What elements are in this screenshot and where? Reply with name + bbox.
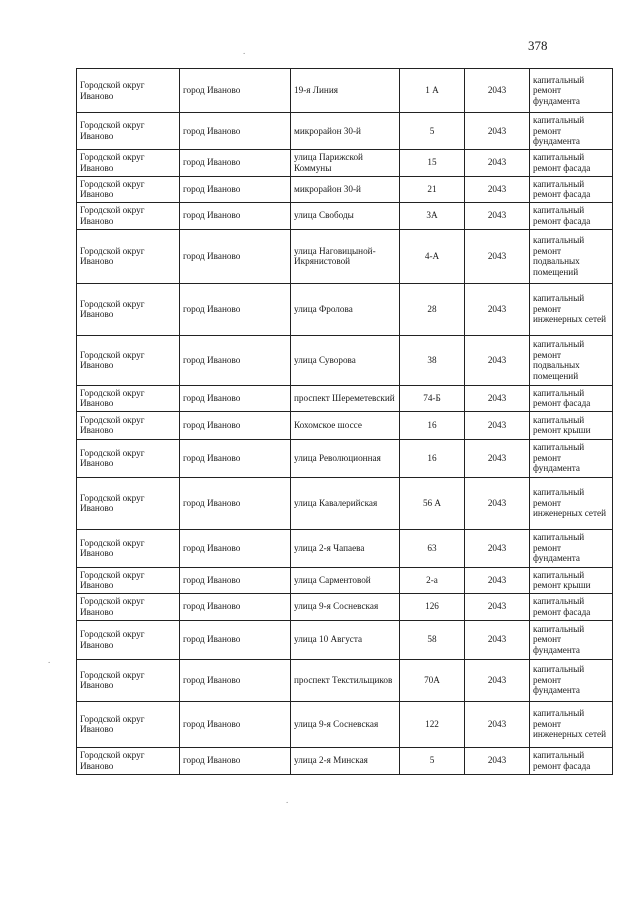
year-cell: 2043	[465, 529, 530, 567]
scan-speck: .	[286, 795, 289, 805]
work-type-cell: капитальный ремонт фасада	[530, 202, 613, 229]
municipality-cell: Городской округ Иваново	[77, 176, 180, 202]
street-cell: проспект Текстильщиков	[291, 659, 400, 701]
table-row	[77, 149, 613, 176]
work-type-cell: капитальный ремонт инженерных сетей	[530, 283, 613, 335]
house-cell: 3А	[400, 202, 465, 229]
street-cell: улица 2-я Чапаева	[291, 529, 400, 567]
settlement-cell: город Иваново	[180, 529, 291, 567]
street-cell: микрорайон 30-й	[291, 176, 400, 202]
municipality-cell: Городской округ Иваново	[77, 335, 180, 385]
table-body	[77, 69, 613, 775]
work-type-cell: капитальный ремонт фасада	[530, 149, 613, 176]
settlement-cell: город Иваново	[180, 411, 291, 439]
municipality-cell: Городской округ Иваново	[77, 113, 180, 150]
table-row	[77, 385, 613, 411]
municipality-cell: Городской округ Иваново	[77, 620, 180, 659]
year-cell: 2043	[465, 567, 530, 593]
table-row	[77, 69, 613, 113]
table-row	[77, 202, 613, 229]
year-cell: 2043	[465, 439, 530, 477]
settlement-cell: город Иваново	[180, 477, 291, 529]
table-row	[77, 411, 613, 439]
house-cell: 70А	[400, 659, 465, 701]
settlement-cell: город Иваново	[180, 335, 291, 385]
year-cell: 2043	[465, 69, 530, 113]
work-type-cell: капитальный ремонт фасада	[530, 176, 613, 202]
work-type-cell: капитальный ремонт фасада	[530, 385, 613, 411]
work-type-cell: капитальный ремонт фундамента	[530, 439, 613, 477]
work-type-cell: капитальный ремонт фундамента	[530, 113, 613, 150]
work-type-cell: капитальный ремонт фасада	[530, 747, 613, 774]
house-cell: 58	[400, 620, 465, 659]
table-row	[77, 439, 613, 477]
street-cell: улица Свободы	[291, 202, 400, 229]
settlement-cell: город Иваново	[180, 202, 291, 229]
street-cell: улица Суворова	[291, 335, 400, 385]
street-cell: проспект Шереметевский	[291, 385, 400, 411]
municipality-cell: Городской округ Иваново	[77, 659, 180, 701]
work-type-cell: капитальный ремонт крыши	[530, 567, 613, 593]
street-cell: улица 9-я Сосневская	[291, 701, 400, 747]
settlement-cell: город Иваново	[180, 283, 291, 335]
table-row	[77, 593, 613, 620]
municipality-cell: Городской округ Иваново	[77, 149, 180, 176]
year-cell: 2043	[465, 202, 530, 229]
street-cell: Кохомское шоссе	[291, 411, 400, 439]
municipality-cell: Городской округ Иваново	[77, 529, 180, 567]
house-cell: 126	[400, 593, 465, 620]
year-cell: 2043	[465, 335, 530, 385]
capital-repair-table	[76, 68, 613, 775]
work-type-cell: капитальный ремонт крыши	[530, 411, 613, 439]
municipality-cell: Городской округ Иваново	[77, 385, 180, 411]
settlement-cell: город Иваново	[180, 701, 291, 747]
settlement-cell: город Иваново	[180, 385, 291, 411]
municipality-cell: Городской округ Иваново	[77, 202, 180, 229]
settlement-cell: город Иваново	[180, 229, 291, 283]
municipality-cell: Городской округ Иваново	[77, 439, 180, 477]
year-cell: 2043	[465, 229, 530, 283]
table-row	[77, 283, 613, 335]
house-cell: 21	[400, 176, 465, 202]
settlement-cell: город Иваново	[180, 113, 291, 150]
table-row	[77, 477, 613, 529]
work-type-cell: капитальный ремонт инженерных сетей	[530, 701, 613, 747]
year-cell: 2043	[465, 747, 530, 774]
settlement-cell: город Иваново	[180, 659, 291, 701]
house-cell: 122	[400, 701, 465, 747]
municipality-cell: Городской округ Иваново	[77, 283, 180, 335]
municipality-cell: Городской округ Иваново	[77, 229, 180, 283]
street-cell: улица Фролова	[291, 283, 400, 335]
settlement-cell: город Иваново	[180, 69, 291, 113]
table-row	[77, 176, 613, 202]
house-cell: 4-А	[400, 229, 465, 283]
year-cell: 2043	[465, 385, 530, 411]
settlement-cell: город Иваново	[180, 747, 291, 774]
year-cell: 2043	[465, 593, 530, 620]
house-cell: 5	[400, 113, 465, 150]
work-type-cell: капитальный ремонт фасада	[530, 593, 613, 620]
house-cell: 5	[400, 747, 465, 774]
street-cell: микрорайон 30-й	[291, 113, 400, 150]
settlement-cell: город Иваново	[180, 567, 291, 593]
house-cell: 63	[400, 529, 465, 567]
municipality-cell: Городской округ Иваново	[77, 593, 180, 620]
work-type-cell: капитальный ремонт фундамента	[530, 620, 613, 659]
house-cell: 1 А	[400, 69, 465, 113]
street-cell: улица Революционная	[291, 439, 400, 477]
house-cell: 38	[400, 335, 465, 385]
street-cell: улица 2-я Минская	[291, 747, 400, 774]
table-row	[77, 229, 613, 283]
year-cell: 2043	[465, 477, 530, 529]
street-cell: 19-я Линия	[291, 69, 400, 113]
year-cell: 2043	[465, 149, 530, 176]
municipality-cell: Городской округ Иваново	[77, 747, 180, 774]
settlement-cell: город Иваново	[180, 439, 291, 477]
table-row	[77, 567, 613, 593]
municipality-cell: Городской округ Иваново	[77, 567, 180, 593]
house-cell: 16	[400, 411, 465, 439]
settlement-cell: город Иваново	[180, 149, 291, 176]
work-type-cell: капитальный ремонт фундамента	[530, 529, 613, 567]
year-cell: 2043	[465, 283, 530, 335]
work-type-cell: капитальный ремонт фундамента	[530, 69, 613, 113]
municipality-cell: Городской округ Иваново	[77, 411, 180, 439]
house-cell: 2-а	[400, 567, 465, 593]
municipality-cell: Городской округ Иваново	[77, 69, 180, 113]
street-cell: улица Сарментовой	[291, 567, 400, 593]
street-cell: улица Парижской Коммуны	[291, 149, 400, 176]
year-cell: 2043	[465, 701, 530, 747]
work-type-cell: капитальный ремонт подвальных помещений	[530, 229, 613, 283]
settlement-cell: город Иваново	[180, 593, 291, 620]
year-cell: 2043	[465, 176, 530, 202]
settlement-cell: город Иваново	[180, 620, 291, 659]
table-row	[77, 529, 613, 567]
table-row	[77, 701, 613, 747]
work-type-cell: капитальный ремонт инженерных сетей	[530, 477, 613, 529]
table-row	[77, 747, 613, 774]
work-type-cell: капитальный ремонт подвальных помещений	[530, 335, 613, 385]
scan-speck: .	[48, 655, 51, 665]
year-cell: 2043	[465, 620, 530, 659]
house-cell: 56 А	[400, 477, 465, 529]
table-row	[77, 335, 613, 385]
table-row	[77, 113, 613, 150]
settlement-cell: город Иваново	[180, 176, 291, 202]
table-row	[77, 659, 613, 701]
work-type-cell: капитальный ремонт фундамента	[530, 659, 613, 701]
year-cell: 2043	[465, 659, 530, 701]
page-number: 378	[528, 38, 548, 53]
house-cell: 28	[400, 283, 465, 335]
table-row	[77, 620, 613, 659]
house-cell: 16	[400, 439, 465, 477]
street-cell: улица 9-я Сосневская	[291, 593, 400, 620]
year-cell: 2043	[465, 113, 530, 150]
street-cell: улица 10 Августа	[291, 620, 400, 659]
street-cell: улица Наговицыной-Икрянистовой	[291, 229, 400, 283]
municipality-cell: Городской округ Иваново	[77, 477, 180, 529]
street-cell: улица Кавалерийская	[291, 477, 400, 529]
house-cell: 15	[400, 149, 465, 176]
year-cell: 2043	[465, 411, 530, 439]
municipality-cell: Городской округ Иваново	[77, 701, 180, 747]
house-cell: 74-Б	[400, 385, 465, 411]
scan-speck: .	[243, 46, 246, 56]
